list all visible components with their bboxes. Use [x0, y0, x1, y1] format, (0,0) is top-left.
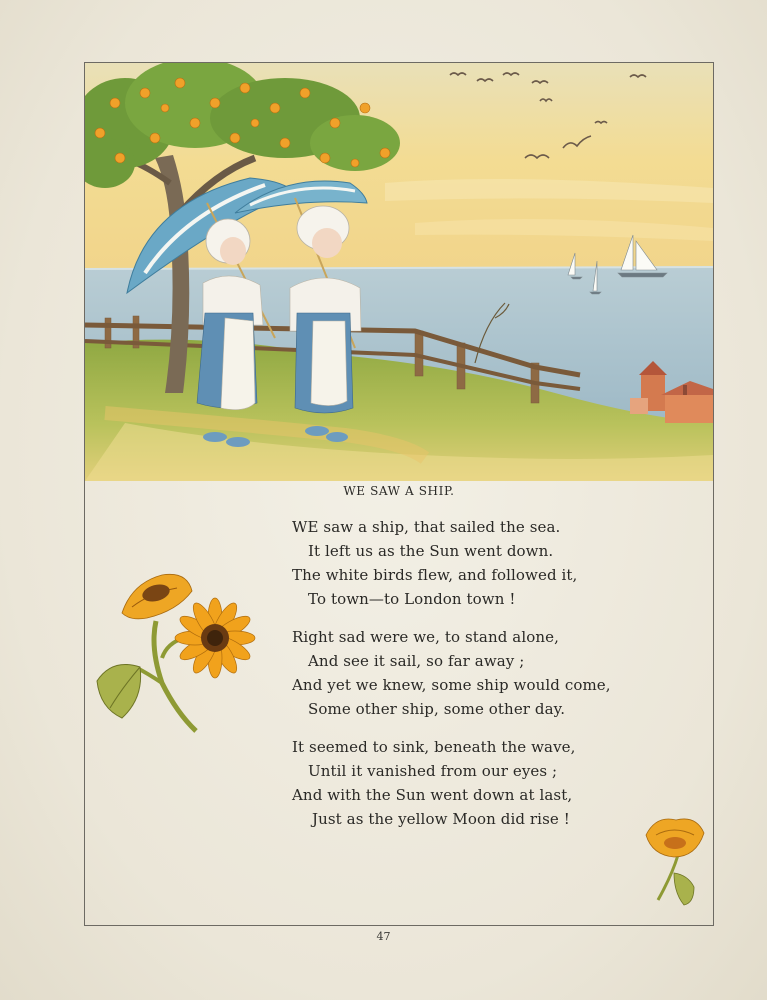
- poem-line: The white birds flew, and followed it,: [292, 566, 578, 584]
- poem-line: And see it sail, so far away ;: [308, 652, 525, 670]
- sunflower-illustration-right: [636, 815, 708, 910]
- poem-line: Right sad were we, to stand alone,: [292, 628, 559, 646]
- page-number: 47: [376, 930, 391, 943]
- poem-title: WE SAW A SHIP.: [343, 484, 455, 498]
- sunflower-illustration-left: [92, 563, 260, 738]
- poem-line: WE saw a ship, that sailed the sea.: [292, 518, 561, 536]
- sunflower-blossom-small: [122, 574, 192, 618]
- illustration-two-girls-umbrellas-seaside: [85, 63, 713, 481]
- poem-line: Some other ship, some other day.: [308, 700, 566, 718]
- sunflower-blossom-large: [175, 598, 255, 678]
- poem-line: To town—to London town !: [308, 590, 516, 608]
- poem-line: It seemed to sink, beneath the wave,: [292, 738, 576, 756]
- poem-line: Until it vanished from our eyes ;: [308, 762, 558, 780]
- poem-line: It left us as the Sun went down.: [308, 542, 554, 560]
- poem-line: Just as the yellow Moon did rise !: [312, 810, 570, 828]
- poem-line: And yet we knew, some ship would come,: [292, 676, 611, 694]
- poem-line: And with the Sun went down at last,: [292, 786, 573, 804]
